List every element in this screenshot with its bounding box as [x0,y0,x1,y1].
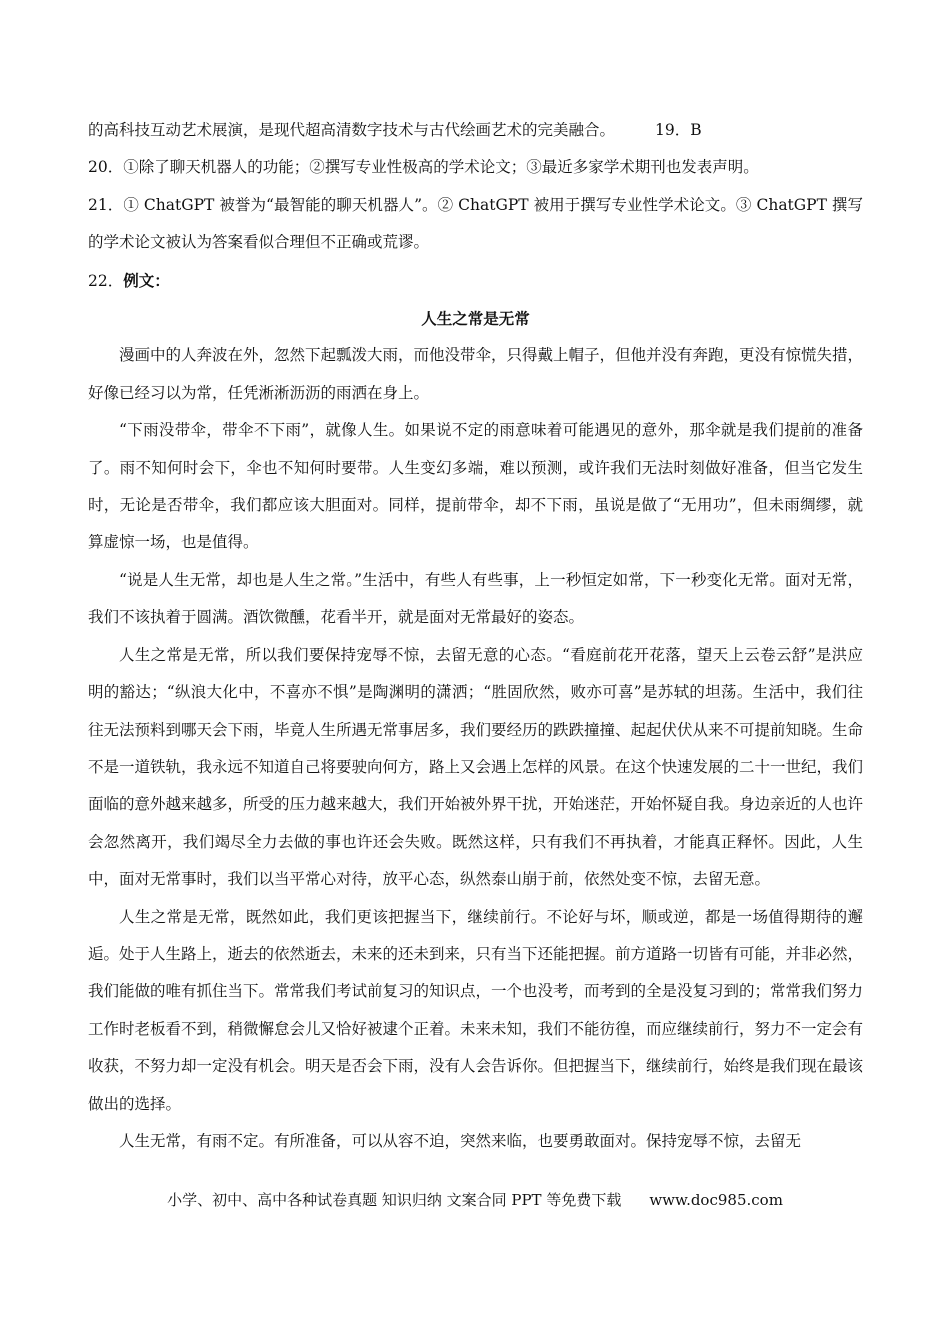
essay-paragraph: “说是人生无常，却也是人生之常。”生活中，有些人有些事，上一秒恒定如常，下一秒变化无常。面对无常，我们不该执着于圆满。酒饮微醺，花看半开，就是面对无常最好的姿态。 [88,570,863,627]
essay-paragraph: 人生无常，有雨不定。有所准备，可以从容不迫，突然来临，也要勇敢面对。保持宠辱不惊，去留无 [119,1131,802,1150]
essay-paragraph: 人生之常是无常，所以我们要保持宠辱不惊，去留无意的心态。“看庭前花开花落，望天上云卷云舒”是洪应明的豁达；“纵浪大化中，不喜亦不惧”是陶渊明的潇洒；“胜固欣然，败亦可喜”是苏轼的坦荡。生活中，我们往往无法预料到哪天会下雨，毕竟人生所遇无常事居多，我们要经历的跌跌撞撞、起起伏伏从来不可提前知晓。生命不是一道铁轨，我永远不知道自己将要驶向何方，路上又会遇上怎样的风景。在这个快速发展的二十一世纪，我们面临的意外越来越多，所受的压力越来越大，我们开始被外界干扰，开始迷茫，开始怀疑自我。身边亲近的人也许会忽然离开，我们竭尽全力去做的事也许还会失败。既然这样，只有我们不再执着，才能真正释怀。因此，人生中，面对无常事时，我们以当平常心对待，放平心态，纵然泰山崩于前，依然处变不惊，去留无意。 [88,645,864,889]
answer-22-number: 22． [88,271,124,290]
essay-paragraph: 人生之常是无常，既然如此，我们更该把握当下，继续前行。不论好与坏，顺或逆，都是一场值得期待的邂逅。处于人生路上，逝去的依然逝去，未来的还未到来，只有当下还能把握。前方道路一切皆有可能，并非必然，我们能做的唯有抓住当下。常常我们考试前复习的知识点，一个也没考，而考到的全是没复习到的；常常我们努力工作时老板看不到，稍微懈怠会儿又恰好被逮个正着。未来未知，我们不能彷徨，而应继续前行，努力不一定会有收获，不努力却一定没有机会。明天是否会下雨，没有人会告诉你。但把握当下，继续前行，始终是我们现在最该做出的选择。 [88,907,864,1113]
footer-url[interactable]: www.doc985.com [649,1191,783,1209]
essay-title: 人生之常是无常 [421,309,530,329]
answer-18-continuation: 的高科技互动艺术展演，是现代超高清数字技术与古代绘画艺术的完美融合。 [88,121,616,139]
answer-22-label: 例文： [123,270,170,290]
footer-text: 小学、初中、高中各种试卷真题 知识归纳 文案合同 PPT 等免费下载 [167,1191,622,1209]
essay-paragraph: 漫画中的人奔波在外，忽然下起瓢泼大雨，而他没带伞，只得戴上帽子，但他并没有奔跑，更没有惊慌失措，好像已经习以为常，任凭淅淅沥沥的雨洒在身上。 [88,346,864,402]
page-footer [0,1189,950,1211]
answer-22-heading [88,262,863,300]
answer-19: 19．B [655,121,702,139]
answer-line-1 [88,112,863,149]
answer-page [88,112,863,1160]
answer-20: 20．①除了聊天机器人的功能；②撰写专业性极高的学术论文；③最近多家学术期刊也发表声明。 [88,158,759,177]
essay-paragraph: “下雨没带伞，带伞不下雨”，就像人生。如果说不定的雨意味着可能遇见的意外，那伞就是我们提前的准备了。雨不知何时会下，伞也不知何时要带。人生变幻多端，难以预测，或许我们无法时刻做好准备，但当它发生时，无论是否带伞，我们都应该大胆面对。同样，提前带伞，却不下雨，虽说是做了“无用功”，但未雨绸缪，就算虚惊一场，也是值得。 [88,421,863,552]
answer-21: 21．① ChatGPT 被誉为“最智能的聊天机器人”。② ChatGPT 被用于撰写专业性学术论文。③ ChatGPT 撰写的学术论文被认为答案看似合理但不正确或荒谬。 [88,195,863,252]
